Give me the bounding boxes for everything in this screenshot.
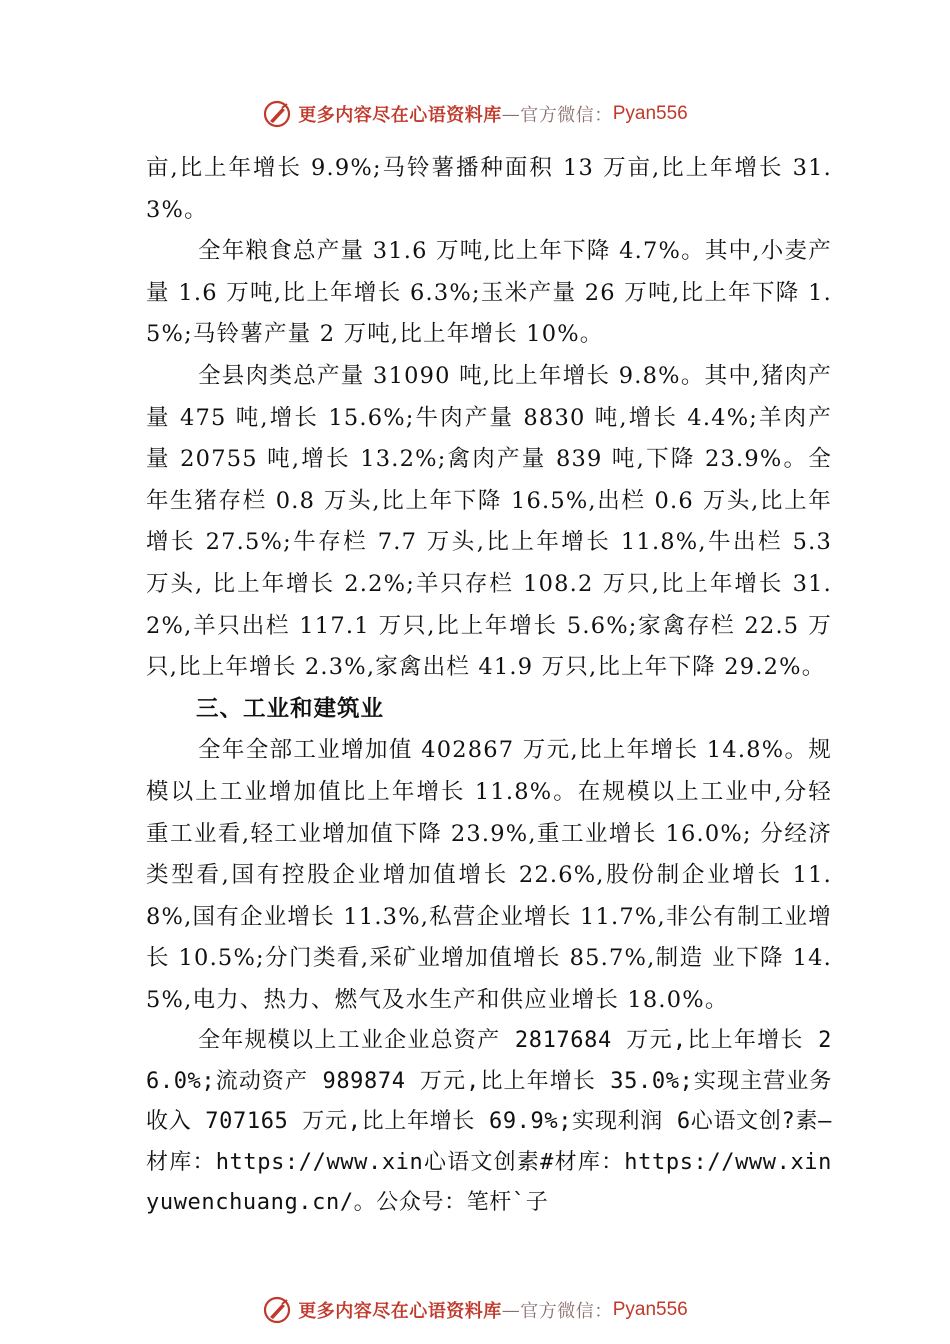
banner-site-name: 更多内容尽在心语资料库: [298, 1301, 502, 1322]
paragraph-industrial-value: 全年全部工业增加值 402867 万元,比上年增长 14.8%。规模以上工业增加值比上年增长 11.8%。在规模以上工业中,分轻重工业看,轻工业增加值下降 23.9%,重工业增长 16.0%; 分经济类型看,国有控股企业增加值增长 22.6%,股份制企业增长 11.8%,国有企业增长 11.3%,私营企业增长 11.7%,非公有制工业增长 10.5%;分门类看,采矿业增加值增长 85.7%,制造 业下降 14.5%,电力、热力、燃气及水生产和供应业增长 18.0%。: [146, 737, 832, 1013]
paragraph-potato-area: 亩,比上年增长 9.9%;马铃薯播种面积 13 万亩,比上年增长 31.3%。: [146, 155, 832, 223]
paragraph-industrial-assets: 全年规模以上工业企业总资产 2817684 万元,比上年增长 26.0%;流动资产 989874 万元,比上年增长 35.0%;实现主营业务收入 707165 万元,比上年增长 69.9%;实现利润 6心语文创?素—材库：https://www.xin心语文创素#材库：https://www.xinyuwenchuang.cn/。公众号：笔杆`子: [146, 1028, 832, 1216]
banner-wechat-label: 官方微信：: [520, 105, 613, 126]
banner-wechat-label: 官方微信：: [520, 1301, 613, 1322]
footer-watermark-banner: [0, 1290, 950, 1330]
banner-wechat-id: Pyan556: [612, 103, 688, 124]
header-watermark-banner: [0, 94, 950, 134]
paragraph-meat-livestock: 全县肉类总产量 31090 吨,比上年增长 9.8%。其中,猪肉产量 475 吨,增长 15.6%;牛肉产量 8830 吨,增长 4.4%;羊肉产量 20755 吨,增长 13.2%;禽肉产量 839 吨,下降 23.9%。全年生猪存栏 0.8 万头,比上年下降 16.5%,出栏 0.6 万头,比上年增长 27.5%;牛存栏 7.7 万头,比上年增长 11.8%,牛出栏 5.3 万头, 比上年增长 2.2%;羊只存栏 108.2 万只,比上年增长 31.2%,羊只出栏 117.1 万只,比上年增长 5.6%;家禽存栏 22.5 万只,比上年增长 2.3%,家禽出栏 41.9 万只,比上年下降 29.2%。: [146, 362, 832, 681]
banner-separator: —: [501, 1299, 521, 1321]
document-body: [146, 148, 832, 1224]
paragraph-grain-output: 全年粮食总产量 31.6 万吨,比上年下降 4.7%。其中,小麦产量 1.6 万吨,比上年增长 6.3%;玉米产量 26 万吨,比上年下降 1.5%;马铃薯产量 2 万吨,比上年增长 10%。: [146, 238, 832, 348]
banner-site-name: 更多内容尽在心语资料库: [298, 105, 502, 126]
quill-logo-icon: [262, 1295, 292, 1325]
section-heading-industry: 三、工业和建筑业: [196, 695, 385, 722]
quill-logo-icon: [262, 99, 292, 129]
banner-wechat-id: Pyan556: [612, 1299, 688, 1320]
banner-separator: —: [501, 103, 521, 125]
